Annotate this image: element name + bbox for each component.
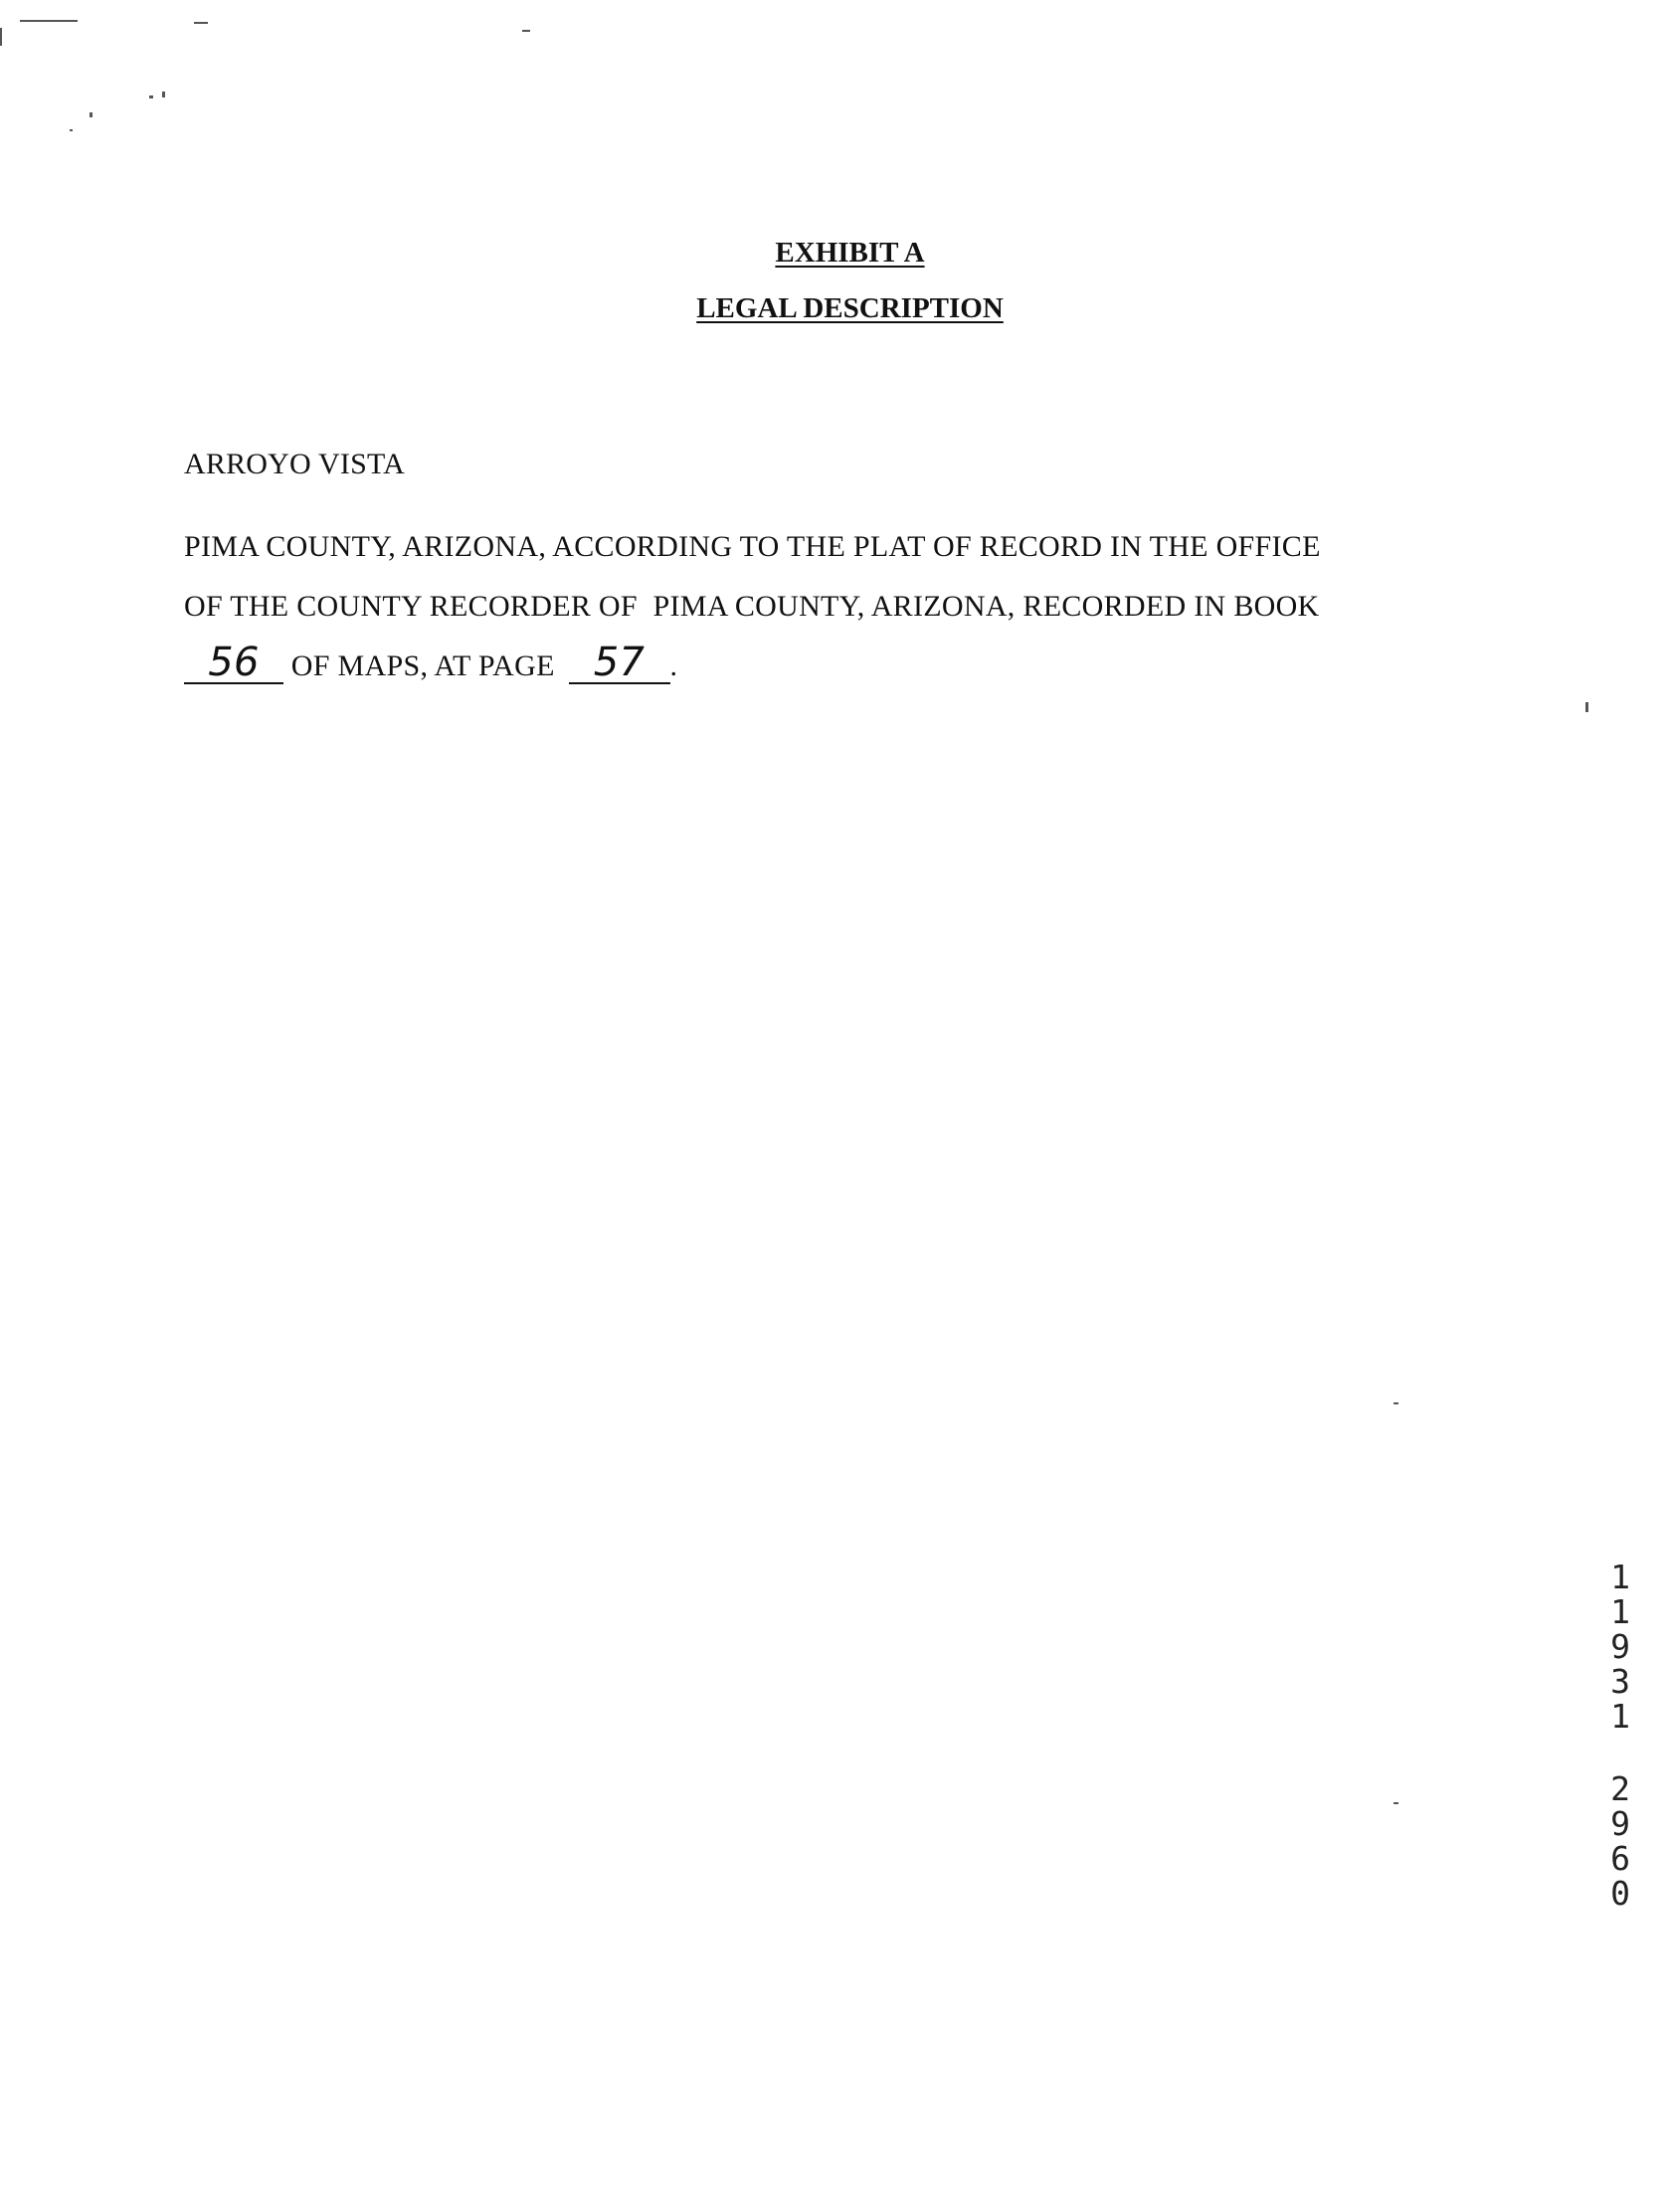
scan-mark [70,129,73,131]
subdivision-name: ARROYO VISTA [184,448,405,480]
scan-mark [1585,702,1588,712]
doc-digit: 9 [1610,1804,1630,1843]
exhibit-title: EXHIBIT A [775,237,925,269]
doc-digit: 1 [1610,1697,1630,1736]
exhibit-heading [0,225,1670,336]
doc-digit: 2 [1610,1769,1630,1808]
scan-mark [1393,1402,1398,1404]
scan-mark [1393,1802,1398,1804]
scan-mark [149,95,153,98]
doc-digit: 0 [1610,1874,1630,1913]
digit-group-gap [1600,1734,1640,1771]
doc-digit: 6 [1610,1839,1630,1878]
scan-mark [162,92,165,97]
book-number-handwritten: 56 [184,643,283,684]
exhibit-subtitle: LEGAL DESCRIPTION [696,292,1004,324]
legal-description-text [184,517,1477,696]
scan-mark [0,28,2,46]
scan-mark [20,20,78,22]
legal-line-1: PIMA COUNTY, ARIZONA, ACCORDING TO THE PLAT OF RECORD IN THE OFFICE [184,530,1321,563]
doc-digit: 3 [1610,1662,1630,1701]
doc-digit: 9 [1610,1627,1630,1666]
scan-mark [90,112,93,117]
legal-line-2: OF THE COUNTY RECORDER OF PIMA COUNTY, ARIZONA, RECORDED IN BOOK [184,590,1320,623]
maps-page-text: OF MAPS, AT PAGE [283,649,563,682]
scan-mark [194,22,208,24]
sentence-end: . [669,649,678,682]
scan-mark [522,30,530,32]
legal-line-3 [184,637,1477,696]
doc-digit: 1 [1610,1592,1630,1631]
doc-digit: 1 [1610,1558,1630,1596]
recording-document-number [1600,1560,1640,1911]
page-number-handwritten: 57 [569,643,670,684]
